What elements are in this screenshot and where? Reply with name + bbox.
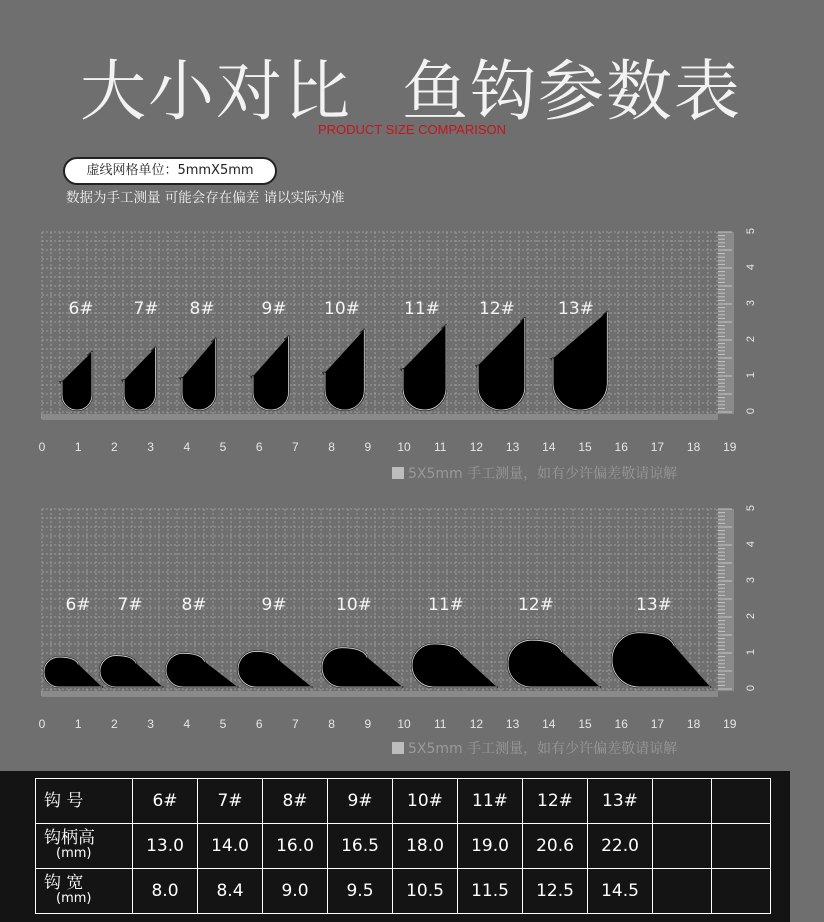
y-tick-label: 3 [745, 576, 757, 584]
x-tick-label: 12 [469, 440, 484, 454]
spec-table-section [0, 771, 790, 922]
table-cell: 9.0 [263, 869, 328, 914]
x-tick-label: 2 [111, 440, 118, 454]
row-header-label: 钩柄高 [44, 828, 95, 848]
row-header-unit: (mm) [56, 846, 92, 861]
x-tick-label: 19 [723, 717, 737, 731]
y-tick-label: 1 [745, 371, 757, 379]
x-tick-label: 13 [505, 717, 520, 731]
row-header [36, 779, 133, 824]
table-cell: 13.0 [133, 824, 198, 869]
hook-size-label: 13# [558, 299, 594, 319]
x-tick-label: 0 [38, 717, 46, 731]
y-tick-label: 1 [745, 648, 757, 656]
table-cell: 12# [523, 779, 588, 824]
grid-square-icon [392, 742, 404, 754]
x-tick-label: 0 [38, 440, 46, 454]
subtitle: PRODUCT SIZE COMPARISON [317, 122, 507, 137]
table-cell [712, 824, 771, 869]
table-cell: 18.0 [393, 824, 458, 869]
y-tick-label: 5 [745, 504, 757, 512]
x-tick-label: 14 [542, 717, 556, 731]
table-cell: 10# [393, 779, 458, 824]
x-tick-label: 18 [686, 440, 701, 454]
x-tick-label: 8 [328, 717, 335, 731]
x-tick-label: 9 [364, 440, 372, 454]
row-header-label: 钩 号 [44, 790, 84, 811]
table-cell: 22.0 [588, 824, 653, 869]
table-cell: 11.5 [458, 869, 523, 914]
y-tick-label: 3 [745, 299, 757, 307]
x-tick-label: 7 [292, 440, 299, 454]
y-tick-label: 5 [745, 227, 757, 235]
hook-size-label: 7# [133, 299, 159, 319]
row-header-unit: (mm) [56, 891, 92, 906]
x-tick-label: 16 [614, 717, 628, 731]
hook-top-view-panel [38, 504, 757, 731]
x-tick-label: 3 [147, 717, 154, 731]
table-row [36, 824, 771, 869]
table-cell: 16.5 [328, 824, 393, 869]
hook-size-label: 9# [261, 299, 287, 319]
table-cell: 13# [588, 779, 653, 824]
hook-size-label: 6# [68, 299, 94, 319]
table-cell: 9.5 [328, 869, 393, 914]
title-size-comparison: 大小对比 [80, 53, 352, 130]
y-tick-label: 2 [745, 335, 757, 343]
y-tick-label: 0 [745, 407, 757, 415]
hook-size-label: 11# [404, 299, 440, 319]
table-cell: 14.5 [588, 869, 653, 914]
row-header-label: 钩 宽 [44, 873, 84, 893]
row-header [36, 869, 133, 914]
x-tick-label: 1 [74, 717, 82, 731]
hook-size-label: 10# [324, 299, 360, 319]
x-tick-label: 11 [433, 717, 447, 731]
grid-svg [38, 227, 757, 454]
hook-size-label: 10# [336, 595, 372, 615]
x-tick-label: 3 [147, 440, 154, 454]
table-cell: 8.0 [133, 869, 198, 914]
x-tick-label: 10 [397, 717, 411, 731]
x-tick-label: 8 [328, 440, 335, 454]
x-tick-label: 13 [505, 440, 520, 454]
x-tick-label: 17 [650, 440, 665, 454]
spec-table [35, 778, 771, 914]
grid-unit-badge: 虚线网格单位：5mmX5mm [63, 157, 277, 185]
hook-side-view-panel [38, 227, 757, 454]
x-tick-label: 19 [723, 440, 737, 454]
panel-note-text: 5X5mm 手工测量，如有少许偏差敬请谅解 [408, 466, 678, 482]
table-cell [712, 779, 771, 824]
x-tick-label: 14 [542, 440, 556, 454]
hook-size-label: 12# [479, 299, 515, 319]
table-cell: 12.5 [523, 869, 588, 914]
x-tick-label: 6 [255, 440, 263, 454]
x-tick-label: 15 [578, 440, 592, 454]
table-row [36, 869, 771, 914]
hook-size-label: 8# [181, 595, 207, 615]
x-tick-label: 2 [111, 717, 118, 731]
panel-note [392, 738, 677, 758]
table-cell: 10.5 [393, 869, 458, 914]
x-tick-label: 4 [183, 717, 191, 731]
y-tick-label: 0 [745, 684, 757, 692]
hook-size-label: 11# [428, 595, 464, 615]
x-tick-label: 16 [614, 440, 628, 454]
table-cell [653, 779, 712, 824]
hook-size-label: 8# [189, 299, 215, 319]
table-cell: 19.0 [458, 824, 523, 869]
y-tick-label: 4 [745, 263, 757, 271]
title-hook-params: 鱼钩参数表 [402, 53, 742, 130]
hook-size-label: 13# [636, 595, 672, 615]
x-tick-label: 18 [686, 717, 701, 731]
x-tick-label: 5 [219, 440, 227, 454]
x-tick-label: 7 [292, 717, 299, 731]
grid-svg [38, 504, 757, 731]
table-cell: 11# [458, 779, 523, 824]
x-tick-label: 11 [433, 440, 447, 454]
x-tick-label: 17 [650, 717, 665, 731]
table-cell [653, 869, 712, 914]
table-cell: 16.0 [263, 824, 328, 869]
table-row [36, 779, 771, 824]
x-tick-label: 5 [219, 717, 227, 731]
row-header [36, 824, 133, 869]
measurement-disclaimer: 数据为手工测量 可能会存在偏差 请以实际为准 [66, 190, 345, 206]
x-tick-label: 10 [397, 440, 411, 454]
panel-note-text: 5X5mm 手工测量，如有少许偏差敬请谅解 [408, 741, 678, 757]
x-tick-label: 15 [578, 717, 592, 731]
hook-size-label: 7# [117, 595, 143, 615]
table-cell: 14.0 [198, 824, 263, 869]
x-tick-label: 12 [469, 717, 484, 731]
x-tick-label: 9 [364, 717, 372, 731]
table-cell: 6# [133, 779, 198, 824]
table-cell: 20.6 [523, 824, 588, 869]
table-cell [712, 869, 771, 914]
panel-note [392, 463, 677, 483]
hook-size-label: 6# [65, 595, 91, 615]
table-cell: 8# [263, 779, 328, 824]
x-tick-label: 1 [74, 440, 82, 454]
y-tick-label: 4 [745, 540, 757, 548]
hook-size-label: 12# [518, 595, 554, 615]
x-tick-label: 4 [183, 440, 191, 454]
table-cell: 8.4 [198, 869, 263, 914]
hook-size-label: 9# [261, 595, 287, 615]
table-cell: 7# [198, 779, 263, 824]
x-tick-label: 6 [255, 717, 263, 731]
grid-square-icon [392, 467, 404, 479]
y-tick-label: 2 [745, 612, 757, 620]
table-cell: 9# [328, 779, 393, 824]
table-cell [653, 824, 712, 869]
